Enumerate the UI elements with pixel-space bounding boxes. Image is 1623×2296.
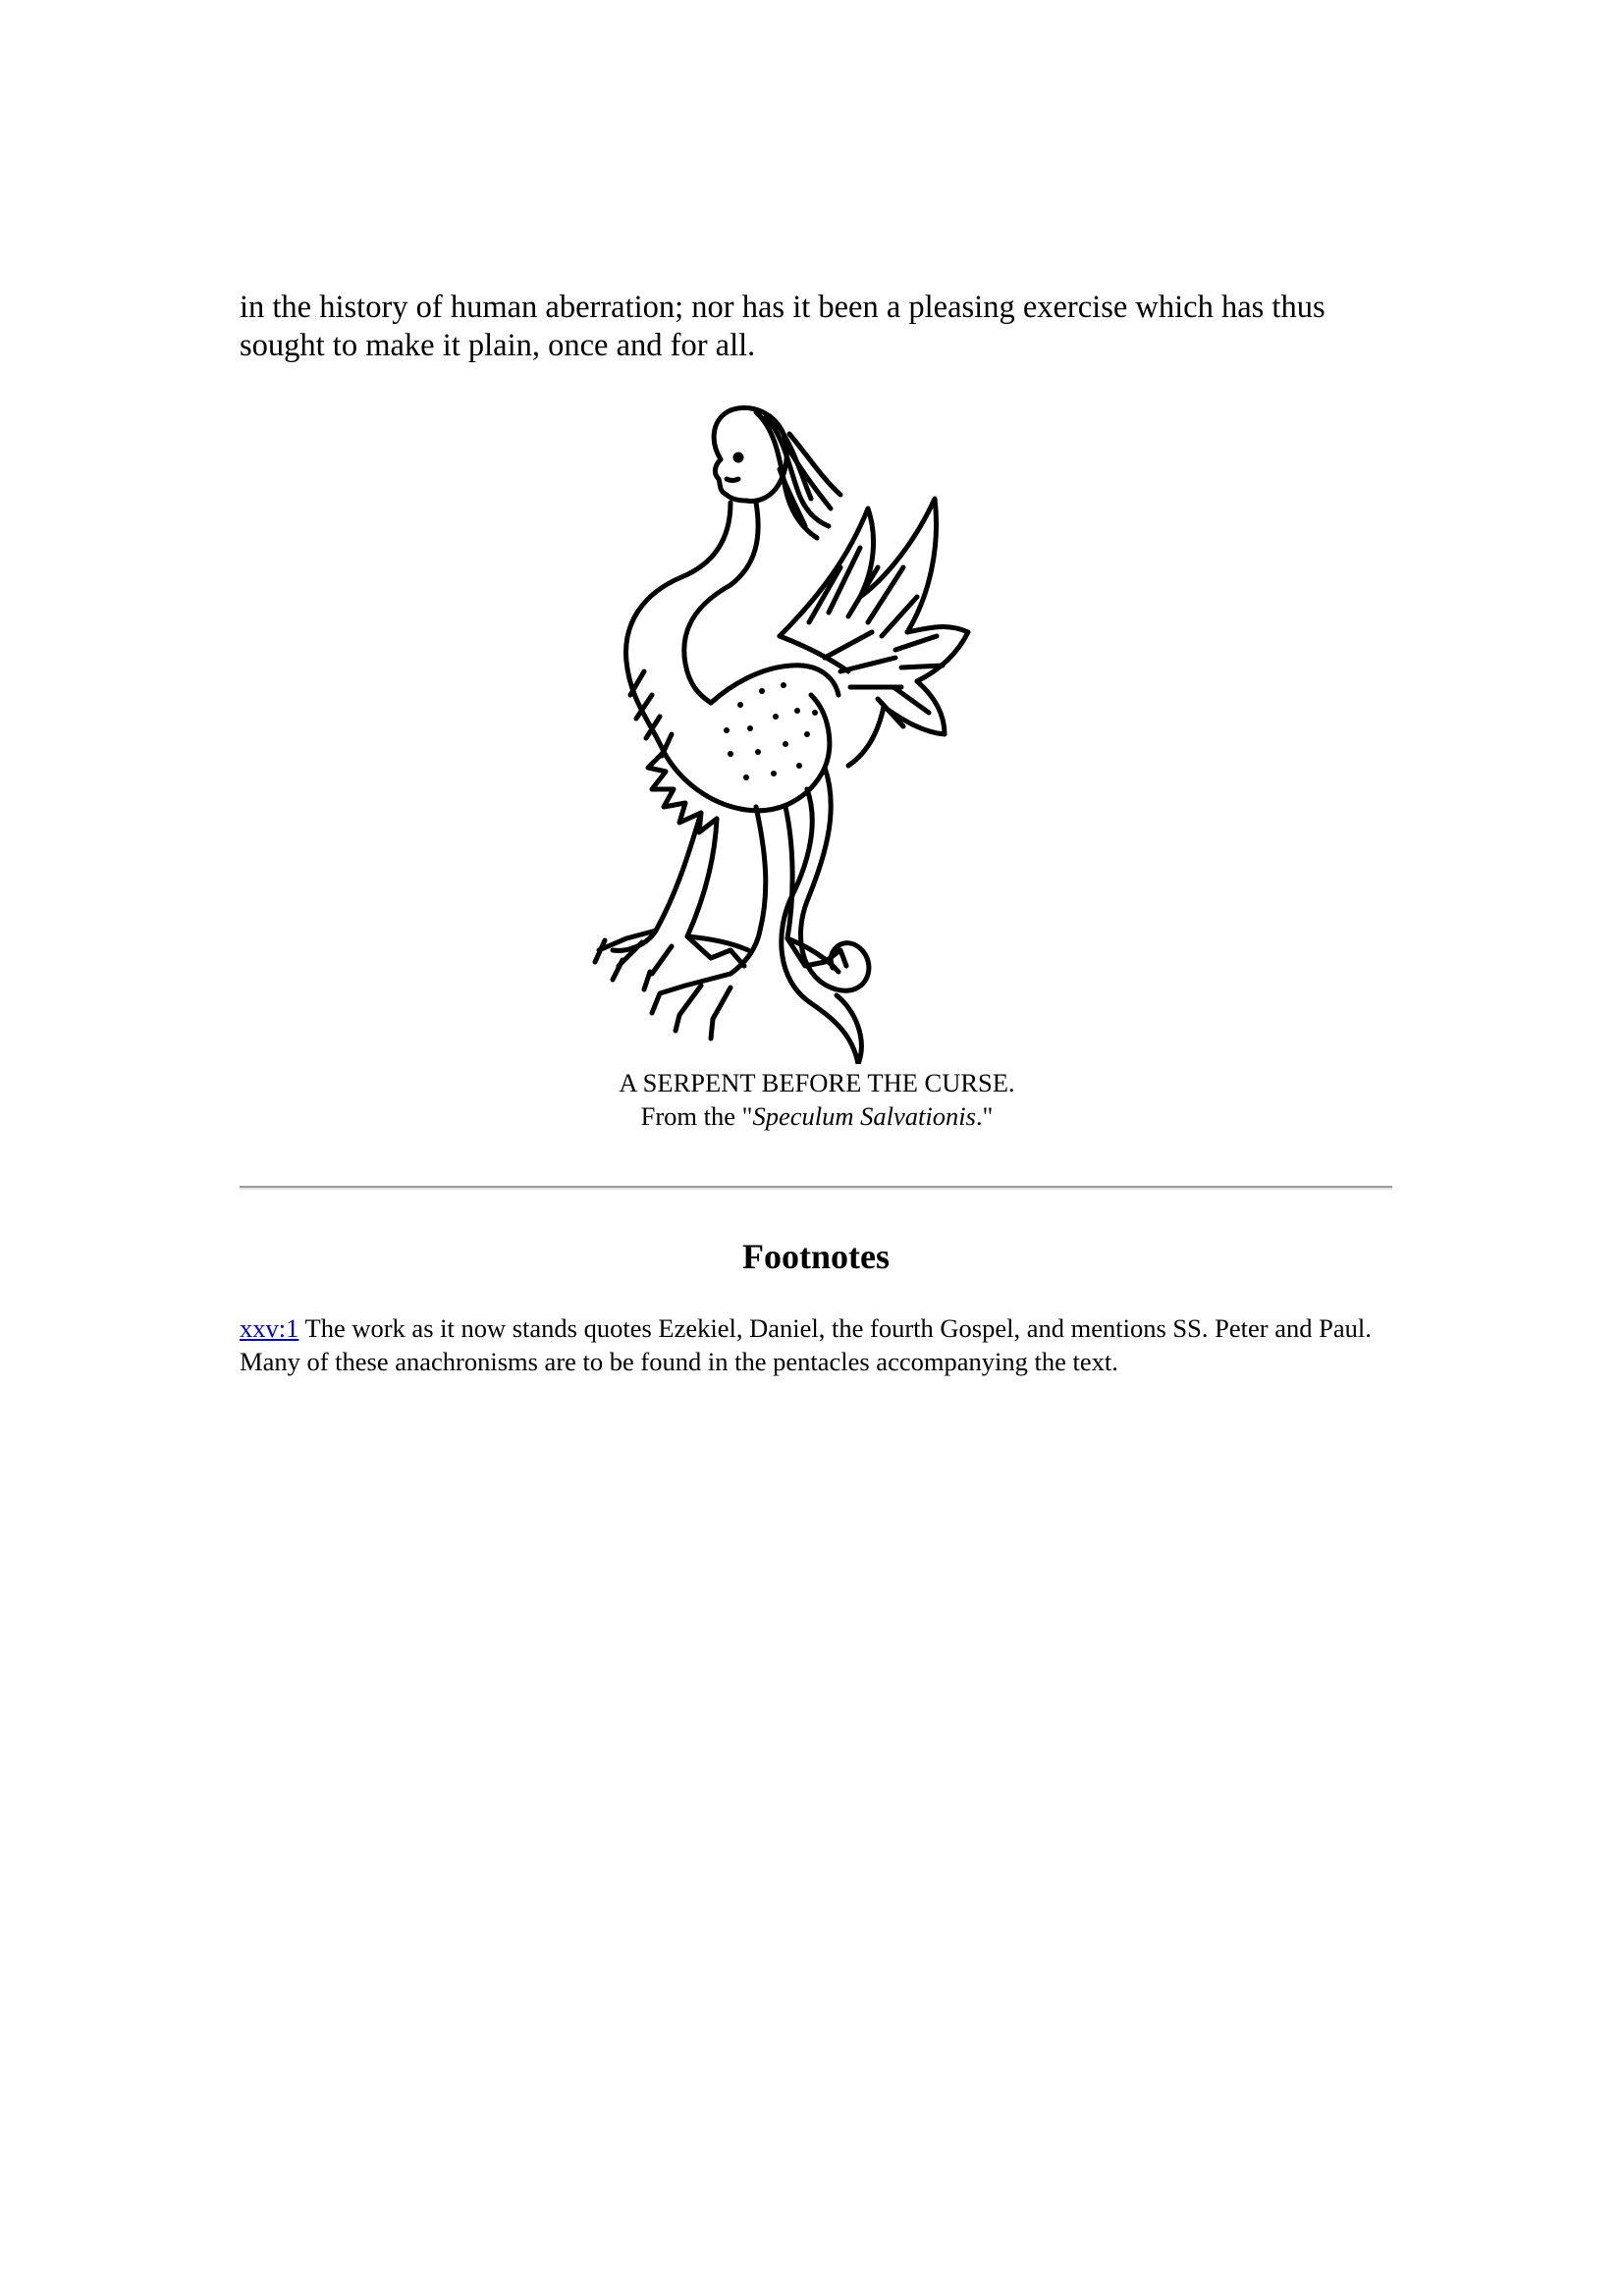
serpent-illustration xyxy=(583,400,1055,1064)
caption-source xyxy=(522,1099,1111,1133)
footnotes-heading: Footnotes xyxy=(742,1237,890,1276)
caption-title: A SERPENT BEFORE THE CURSE. xyxy=(619,1068,1015,1097)
footnote-text: The work as it now stands quotes Ezekiel, Daniel, the fourth Gospel, and mentions SS. Peter and Paul. Many of these anachronisms are to be found in the pentacles accompanying the text. xyxy=(240,1313,1372,1376)
horizontal-rule xyxy=(240,1186,1392,1190)
caption-source-suffix: ." xyxy=(975,1101,994,1131)
caption-source-prefix: From the " xyxy=(640,1101,753,1131)
body-paragraph: in the history of human aberration; nor has it been a pleasing exercise which has thus sought to make it plain, once and for all. xyxy=(240,290,1325,363)
footnote-ref-link[interactable]: xxv:1 xyxy=(240,1313,299,1343)
caption-source-title: Speculum Salvationis xyxy=(752,1101,976,1131)
footnote-item xyxy=(240,1311,1398,1378)
figure-caption xyxy=(522,1066,1111,1133)
